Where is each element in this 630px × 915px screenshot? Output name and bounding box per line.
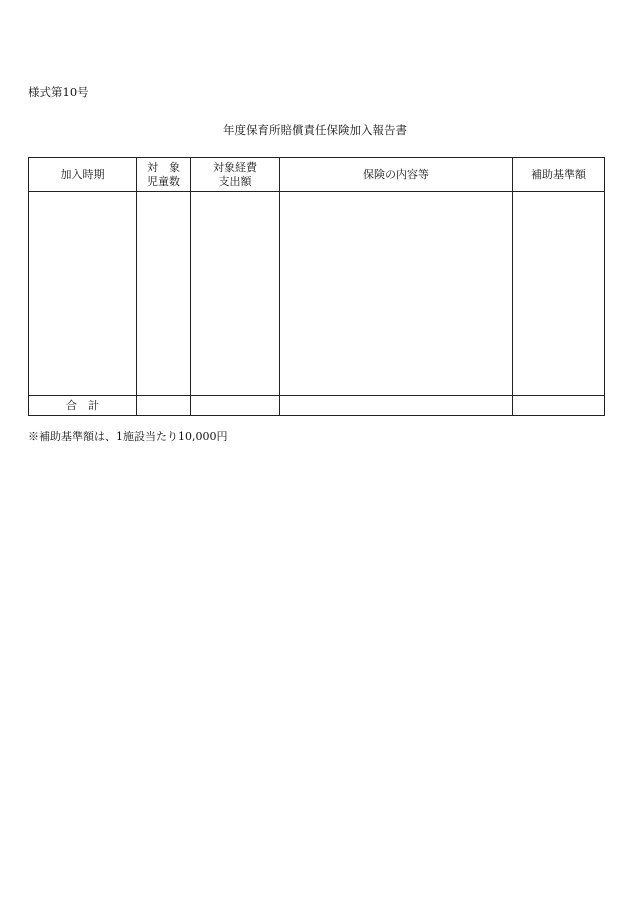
total-insurance-details[interactable] bbox=[280, 396, 513, 416]
header-target-children: 対 象 児童数 bbox=[137, 158, 191, 192]
total-subsidy-base[interactable] bbox=[513, 396, 605, 416]
table-total-row bbox=[29, 396, 605, 416]
cell-target-children[interactable] bbox=[137, 192, 191, 396]
cell-join-period[interactable] bbox=[29, 192, 137, 396]
total-target-expense[interactable] bbox=[191, 396, 280, 416]
total-label: 合 計 bbox=[29, 396, 137, 416]
footnote: ※補助基準額は、1施設当たり10,000円 bbox=[28, 430, 228, 443]
cell-target-expense[interactable] bbox=[191, 192, 280, 396]
table-header-row bbox=[29, 158, 605, 192]
cell-subsidy-base[interactable] bbox=[513, 192, 605, 396]
total-target-children[interactable] bbox=[137, 396, 191, 416]
header-subsidy-base: 補助基準額 bbox=[513, 158, 605, 192]
header-join-period: 加入時期 bbox=[29, 158, 137, 192]
document-title: 年度保育所賠償責任保険加入報告書 bbox=[223, 123, 407, 137]
header-insurance-details: 保険の内容等 bbox=[280, 158, 513, 192]
cell-insurance-details[interactable] bbox=[280, 192, 513, 396]
table-entry-row bbox=[29, 192, 605, 396]
header-target-expense: 対象経費 支出額 bbox=[191, 158, 280, 192]
insurance-report-table bbox=[28, 157, 605, 416]
form-number: 様式第10号 bbox=[28, 85, 89, 99]
